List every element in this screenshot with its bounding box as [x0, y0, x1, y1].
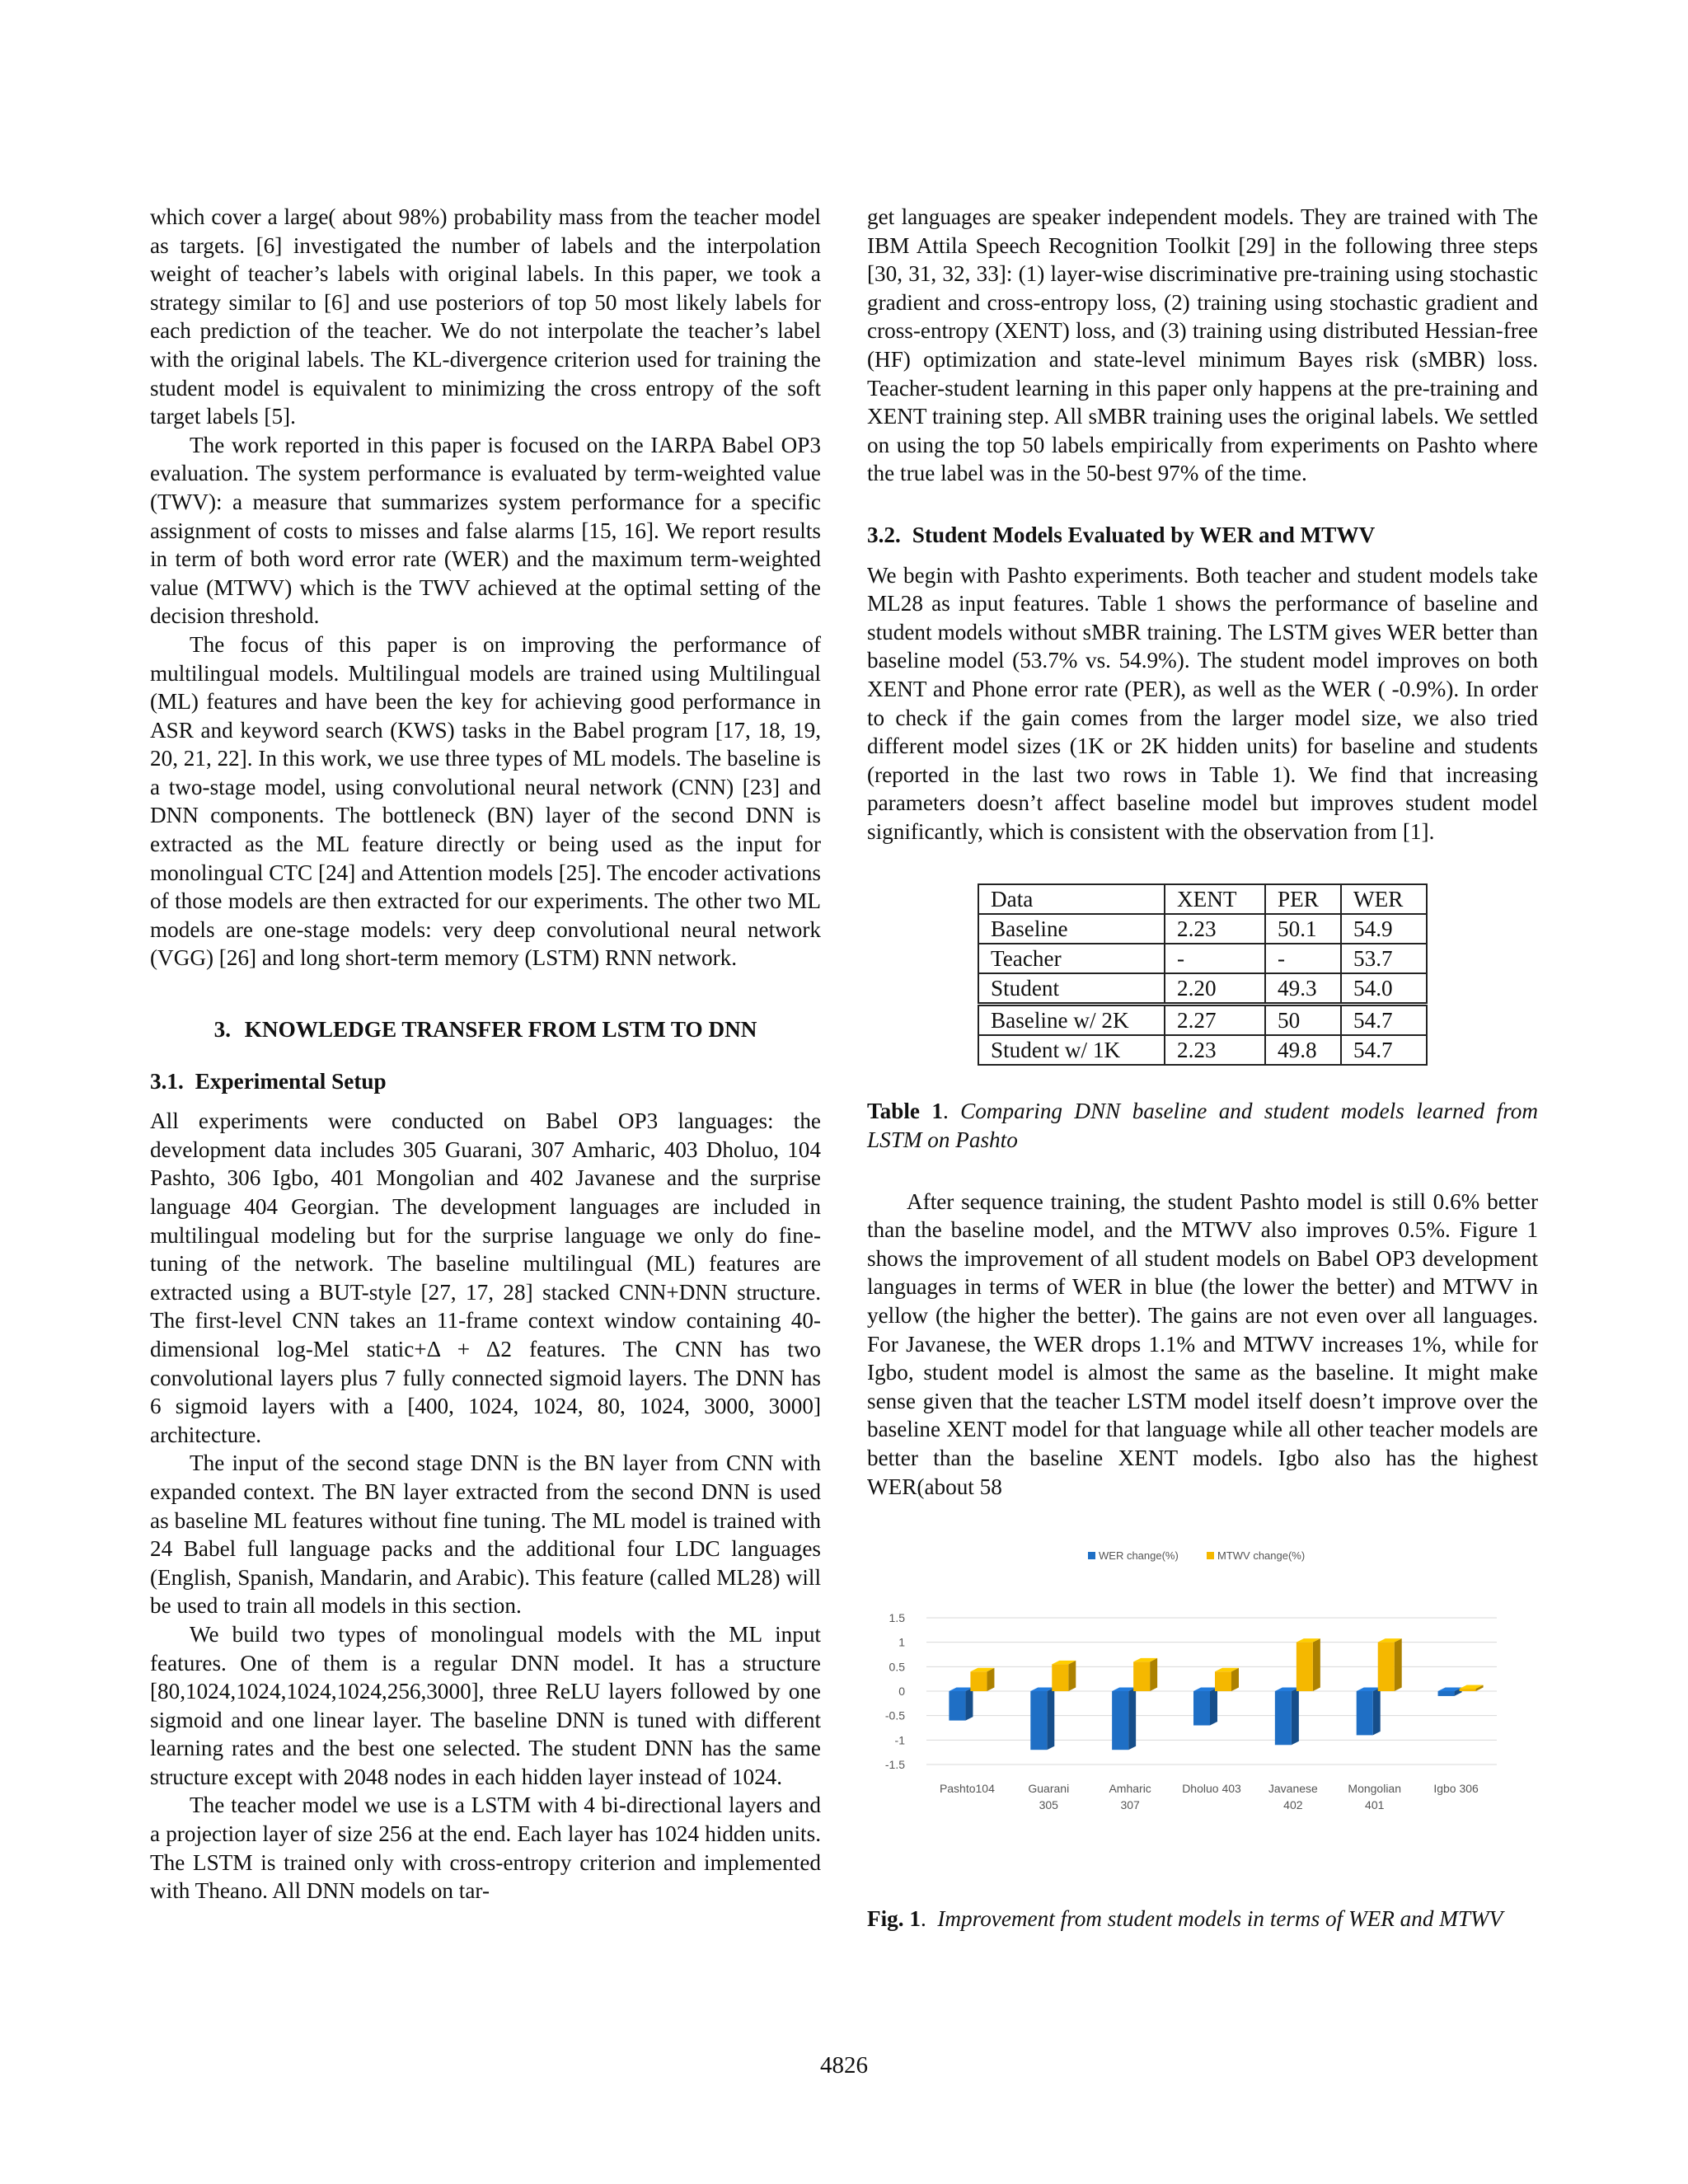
table-cell: Student [978, 973, 1165, 1005]
y-tick-label: 0 [898, 1685, 905, 1699]
section-3-2-heading [867, 521, 1538, 550]
bar [949, 1691, 965, 1721]
left-paragraph-6: We build two types of monolingual models with the ML input features. One of them is a regular DNN model. It has a structure [80,1024,1024,1024,1024,256,3000], three ReLU layers followed by one sigmoid and one linear layer. The baseline DNN is tuned with different learning rates and the best one selected. The student DNN has the same structure except with 2048 nodes in each hidden layer instead of 1024. [150, 1621, 821, 1789]
table-cell: 2.20 [1165, 973, 1265, 1005]
table-cell: Student w/ 1K [978, 1035, 1165, 1065]
table-cell: - [1265, 944, 1341, 973]
table-header-cell: PER [1265, 884, 1341, 914]
x-tick-label: Guarani [1028, 1782, 1070, 1796]
wer-mtwv-bar-chart [867, 1542, 1538, 1888]
table-cell: - [1165, 944, 1265, 973]
x-tick-label: Dholuo 403 [1182, 1782, 1241, 1796]
legend-label: MTWV change(%) [1217, 1549, 1306, 1563]
x-tick-label: Javanese [1268, 1782, 1318, 1796]
right-paragraph-3: After sequence training, the student Pashto model is still 0.6% better than the baseline model, and the MTWV also improves 0.5%. Figure 1 shows the improvement of all student models on Babel OP3 development languages in terms of WER in blue (the lower the better) and MTWV in yellow (the higher the better). The gains are not even over all languages. For Javanese, the WER drops 1.1% and MTWV increases 1%, while for Igbo, student model is almost the same as the baseline. It might make sense given that the teacher LSTM model itself doesn’t improve over the baseline XENT model for that language while all other teacher models are better than the baseline XENT models. Igbo also has the highest WER(about 58 [867, 1188, 1538, 1499]
table-cell: 54.0 [1341, 973, 1427, 1005]
bar-side [1373, 1688, 1381, 1736]
legend-swatch [1088, 1552, 1095, 1559]
bar [1193, 1691, 1210, 1726]
y-tick-label: -1 [894, 1733, 905, 1747]
section-3-title: KNOWLEDGE TRANSFER FROM LSTM TO DNN [244, 1017, 757, 1043]
table-header-cell: WER [1341, 884, 1427, 914]
bar [1296, 1643, 1313, 1691]
table-cell: 50.1 [1265, 914, 1341, 944]
x-tick-label: 305 [1039, 1798, 1058, 1812]
bar-side [1313, 1638, 1320, 1691]
table-row [978, 1035, 1427, 1065]
bar [1357, 1691, 1373, 1735]
y-tick-label: 1.5 [889, 1611, 905, 1625]
x-tick-label: Mongolian [1348, 1782, 1402, 1796]
bar-side [1210, 1688, 1217, 1726]
table-cell: 2.23 [1165, 914, 1265, 944]
bar-side [1128, 1688, 1136, 1750]
table-cell: 49.3 [1265, 973, 1341, 1005]
results-table [978, 883, 1428, 1066]
x-tick-label: 402 [1283, 1798, 1303, 1812]
bar-side [1047, 1688, 1054, 1750]
left-paragraph-1: which cover a large( about 98%) probability mass from the teacher model as targets. [6] investigated the number of labels and the interpolation weight of teacher’s labels with original labels. In this paper, we took a strategy similar to [6] and use posteriors of top 50 most likely labels for each prediction of the teacher. We do not interpolate the teacher’s label with the original labels. The KL-divergence criterion used for training the student model is equivalent to minimizing the cross entropy of the soft target labels [5]. [150, 204, 821, 429]
section-3-heading [150, 1015, 821, 1044]
y-tick-label: 1 [898, 1635, 905, 1649]
y-tick-label: -1.5 [884, 1758, 905, 1772]
legend-swatch [1207, 1552, 1214, 1559]
table-cell: 54.7 [1341, 1005, 1427, 1036]
table-row [978, 944, 1427, 973]
bar [1215, 1671, 1231, 1691]
left-paragraph-4: All experiments were conducted on Babel OP3 languages: the development data includes 305 Guarani, 307 Amharic, 403 Dholuo, 104 Pashto, 306 Igbo, 401 Mongolian and 402 Javanese and the surprise language 404 Georgian. The development languages are included in multilingual modeling but for the surprise language we only do fine-tuning of the network. The baseline multilingual (ML) features are extracted using a BUT-style [27, 17, 28] stacked CNN+DNN structure. The first-level CNN takes an 11-frame context window containing 40-dimensional log-Mel static+Δ + Δ2 features. The CNN has two convolutional layers plus 7 fully connected sigmoid layers. The DNN has 6 sigmoid layers with a [400, 1024, 1024, 80, 1024, 3000, 3000] architecture. [150, 1108, 821, 1447]
bar [970, 1671, 987, 1691]
left-column [150, 203, 821, 1905]
table-caption-label: Table 1 [867, 1099, 943, 1124]
figure-caption-text: Improvement from student models in terms of WER and MTWV [937, 1906, 1503, 1932]
x-tick-label: Igbo 306 [1433, 1782, 1479, 1796]
bar [1112, 1691, 1128, 1750]
bar [1275, 1691, 1292, 1745]
bar-side [1068, 1661, 1076, 1691]
left-paragraph-2: The work reported in this paper is focused on the IARPA Babel OP3 evaluation. The system performance is evaluated by term-weighted value (TWV): a measure that summarizes system performance for a specific assignment of costs to misses and false alarms [15, 16]. We report results in term of both word error rate (WER) and the maximum term-weighted value (MTWV) which is the TWV achieved at the optimal setting of the decision threshold. [150, 432, 821, 629]
table-cell: 54.7 [1341, 1035, 1427, 1065]
y-tick-label: 0.5 [889, 1660, 905, 1674]
bar [1030, 1691, 1047, 1750]
right-paragraph-2: We begin with Pashto experiments. Both teacher and student models take ML28 as input features. Table 1 shows the performance of baseline and student models without sMBR training. The LSTM gives WER better than baseline model (53.7% vs. 54.9%). The student model improves on both XENT and Phone error rate (PER), as well as the WER ( -0.9%). In order to check if the gain comes from the larger model size, we also tried different model sizes (1K or 2K hidden units) for baseline and students (reported in the last two rows in Table 1). We find that increasing parameters doesn’t affect baseline model but improves student model significantly, which is consistent with the observation from [1]. [867, 562, 1538, 844]
table-row [978, 914, 1427, 944]
table-row [978, 973, 1427, 1005]
bar [1133, 1662, 1150, 1692]
bar [1460, 1689, 1476, 1691]
table-cell: 2.27 [1165, 1005, 1265, 1036]
bar [1438, 1691, 1455, 1696]
section-3-2-title: Student Models Evaluated by WER and MTWV [912, 522, 1376, 547]
bar-side [1231, 1668, 1239, 1691]
right-column [867, 203, 1538, 1933]
table-cell: 50 [1265, 1005, 1341, 1036]
table-header-cell: Data [978, 884, 1165, 914]
bar-side [1150, 1658, 1157, 1691]
y-tick-label: -0.5 [884, 1708, 905, 1722]
table-caption-text: Comparing DNN baseline and student models learned from LSTM on Pashto [867, 1099, 1538, 1153]
figure-caption-label: Fig. 1 [867, 1906, 921, 1932]
bar-side [987, 1668, 994, 1691]
section-3-number: 3. [213, 1017, 231, 1043]
section-3-2-number: 3.2. [867, 522, 901, 547]
x-tick-label: 401 [1365, 1798, 1385, 1812]
legend-label: WER change(%) [1099, 1549, 1179, 1563]
table-row [978, 1005, 1427, 1036]
left-paragraph-5: The input of the second stage DNN is the BN layer from CNN with expanded context. The BN layer extracted from the second DNN is used as baseline ML features without fine tuning. The ML model is trained with 24 Babel full language packs and the additional four LDC languages (English, Spanish, Mandarin, and Arabic). This feature (called ML28) will be used to train all models in this section. [150, 1451, 821, 1619]
table-cell: 53.7 [1341, 944, 1427, 973]
page-number: 4826 [820, 2052, 868, 2079]
table-caption: Table 1. Comparing DNN baseline and student models learned from LSTM on Pashto [867, 1099, 1538, 1153]
x-tick-label: 307 [1120, 1798, 1140, 1812]
section-3-1-heading [150, 1067, 821, 1096]
right-paragraph-1: get languages are speaker independent models. They are trained with The IBM Attila Speech Recognition Toolkit [29] in the following three steps [30, 31, 32, 33]: (1) layer-wise discriminative pre-training using stochastic gradient and cross-entropy loss, (2) training using stochastic gradient and cross-entropy (XENT) loss, and (3) training using distributed Hessian-free (HF) optimization and state-level minimum Bayes risk (sMBR) loss. Teacher-student learning in this paper only happens at the pre-training and XENT training step. All sMBR training uses the original labels. We settled on using the top 50 labels empirically from experiments on Pashto where the true label was in the 50-best 97% of the time. [867, 204, 1538, 486]
x-tick-label: Amharic [1109, 1782, 1151, 1796]
table-header-cell: XENT [1165, 884, 1265, 914]
figure-caption: Fig. 1. Improvement from student models in terms of WER and MTWV [867, 1906, 1503, 1932]
bar [1052, 1665, 1068, 1692]
table-header-row [978, 884, 1427, 914]
left-paragraph-7: The teacher model we use is a LSTM with 4 bi-directional layers and a projection layer of size 256 at the end. Each layer has 1024 hidden units. The LSTM is trained only with cross-entropy criterion and implemented with Theano. All DNN models on tar- [150, 1793, 821, 1904]
table-cell: 49.8 [1265, 1035, 1341, 1065]
section-3-1-number: 3.1. [150, 1068, 184, 1094]
table-cell: Teacher [978, 944, 1165, 973]
table-cell: 54.9 [1341, 914, 1427, 944]
table-cell: 2.23 [1165, 1035, 1265, 1065]
x-tick-label: Pashto104 [939, 1782, 995, 1796]
figure-1 [867, 1542, 1538, 1888]
left-paragraph-3: The focus of this paper is on improving the performance of multilingual models. Multilingual models are trained using Multilingual (ML) features and have been the key for achieving good performance in ASR and keyword search (KWS) tasks in the Babel program [17, 18, 19, 20, 21, 22]. In this work, we use three types of ML models. The baseline is a two-stage model, using convolutional neural network (CNN) [23] and DNN components. The bottleneck (BN) layer of the second DNN is extracted as the ML feature directly or being used as the input for monolingual CTC [24] and Attention models [25]. The encoder activations of those models are then extracted for our experiments. The other two ML models are one-stage models: very deep convolutional neural network (VGG) [26] and long short-term memory (LSTM) RNN network. [150, 631, 821, 971]
table-cell: Baseline w/ 2K [978, 1005, 1165, 1036]
bar-side [965, 1688, 973, 1721]
table-cell: Baseline [978, 914, 1165, 944]
bar [1378, 1643, 1395, 1691]
bar-side [1395, 1638, 1402, 1691]
section-3-1-title: Experimental Setup [195, 1068, 387, 1094]
bar-side [1292, 1688, 1299, 1746]
